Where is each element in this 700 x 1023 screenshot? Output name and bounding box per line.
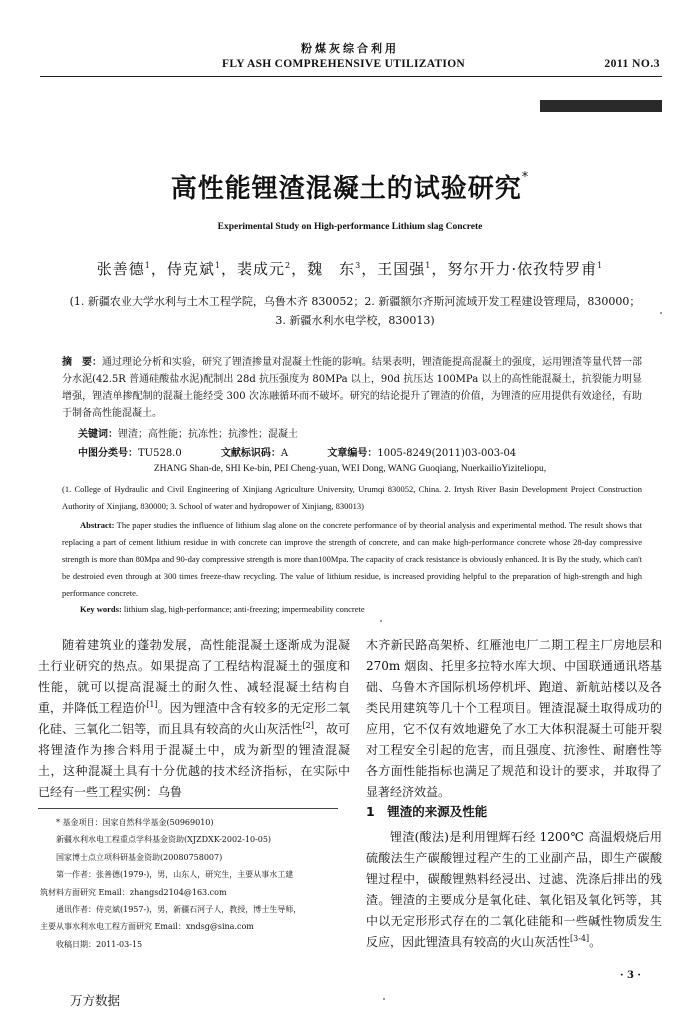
scan-speck (380, 620, 382, 622)
paper-title-en: Experimental Study on High-performance Lithium slag Concrete (217, 222, 483, 232)
keywords-en-label: Key words: (80, 604, 122, 614)
body-right-paragraph-2 (366, 827, 662, 953)
citation: [3-4] (570, 934, 590, 943)
paragraph: 锂渣(酸法)是利用锂辉石经 1200℃ 高温煅烧后用硫酸法生产碳酸锂过程产生的工业副产品，即生产碳酸锂过程中，碳酸锂熟料经浸出、过滤、洗涤后排出的残渣。锂渣的主要成分是氧化硅、氧化铝及氧化钙等，其中以无定形形式存在的二氧化硅能和一些碱性物质发生反应，因此锂渣具有较高的火山灰活性[3-4]。 (366, 830, 662, 949)
abstract-label: 摘 要： (62, 357, 102, 368)
intro-paragraph: 随着建筑业的蓬勃发展，高性能混凝土逐渐成为混凝土行业研究的热点。如果提高了工程结构混凝土的强度和性能，就可以提高混凝土的耐久性、减轻混凝土结构自重，并降低工程造价[1]。因为锂渣中含有较多的无定形二氧化硅、三氧化二铝等，而且具有较高的火山灰活性[2]，故可将锂渣作为掺合料用于混凝土中，成为新型的锂渣混凝土，这种混凝土具有十分优越的技术经济指标，在实际中已经有一些工程实例：乌鲁 (38, 638, 350, 799)
header-decoration-bar (540, 100, 662, 112)
abstract-en (62, 517, 642, 602)
author: 裴成元$^2$ (237, 260, 292, 278)
classification-line (78, 444, 638, 459)
body-right-paragraph-1 (366, 635, 662, 803)
footnote-line: 通讯作者：侍克斌(1957-)，男，新疆石河子人，教授，博士生导师， (56, 905, 302, 915)
page-number: · 3 · (620, 970, 641, 981)
affiliation-line: 3. 新疆水利水电学校，830013) (275, 314, 435, 327)
author: 魏 东$^3$ (307, 260, 362, 278)
scan-speck (660, 312, 662, 314)
keywords-cn (78, 425, 298, 440)
citation: [1] (146, 700, 158, 709)
footnotes (40, 814, 348, 953)
author: 王国强$^1$ (377, 260, 432, 278)
footnote-line: 新疆水利水电工程重点学科基金资助(XJZDXK-2002-10-05) (56, 835, 272, 845)
keywords-label: 关键词： (78, 429, 118, 440)
header-rule (40, 76, 662, 77)
document-code: 文献标识码：A (220, 448, 289, 459)
abstract-en-label: Abstract: (80, 520, 115, 530)
article-number: 文章编号：1005-8249(2011)03-003-04 (327, 448, 517, 459)
citation: [2] (302, 721, 314, 730)
affiliation-line: (1. 新疆农业大学水利与土木工程学院，乌鲁木齐 830052；2. 新疆额尔齐斯河流域开发工程建设管理局，830000； (69, 295, 641, 308)
paragraph: 木齐新民路高架桥、红雁池电厂二期工程主厂房地层和270m 烟囱、托里多拉特水库大坝、中国联通通讯塔基础、乌鲁木齐国际机场停机坪、跑道、新航站楼以及各类民用建筑等几十个工程项目。锂渣混凝土取得成功的应用，它不仅有效地避免了水工大体积混凝土可能开裂对工程安全引起的危害，而且强度、抗渗性、耐磨性等各方面性能指标也满足了规范和设计的要求，并取得了显著经济效益。 (366, 638, 662, 799)
keywords-en (80, 604, 365, 614)
scan-speck (383, 998, 385, 1000)
affiliations-cn (40, 292, 670, 330)
authors-en: ZHANG Shan-de, SHI Ke-bin, PEI Cheng-yuan, WEI Dong, WANG Guoqiang, NuerkailioYiziteliopu, (153, 464, 547, 474)
author: 努尔开力·依孜特罗甫$^1$ (447, 260, 604, 278)
affiliations-en: (1. College of Hydraulic and Civil Engineering of Xinjiang Agriculture University, Urumqi 830052, China. 2. Irtysh River Basin Development Project Construction Authority of Xinjiang, 830000; 3. School of water and hydropower of Xinjiang, 830013) (62, 484, 642, 511)
body-left-column (38, 635, 350, 803)
author: 侍克斌$^1$ (166, 260, 221, 278)
footnote-line: 筑材料方面研究 Email：zhangsd2104@163.com (40, 887, 227, 897)
watermark: 万方数据 (70, 993, 121, 1008)
footnote-line: 国家博士点立项科研基金资助(20080758007) (56, 852, 223, 862)
section-heading: 1 锂渣的来源及性能 (366, 804, 488, 819)
clc-number: 中图分类号：TU528.0 (78, 448, 182, 459)
journal-name-cn: 粉煤灰综合利用 (301, 42, 399, 55)
author-list: 张善德$^1$，侍克斌$^1$，裴成元$^2$，魏 东$^3$，王国强$^1$，努尔开力·依孜特罗甫$^1$ (96, 260, 604, 278)
title-footnote-mark: * (521, 170, 530, 186)
paper-title-text: 高性能锂渣混凝土的试验研究 (170, 174, 522, 204)
keywords-en-text: lithium slag, high-performance; anti-freezing; impermeability concrete (123, 604, 365, 614)
footnote-line: 第一作者：张善德(1979-)，男，山东人，研究生，主要从事水工建 (56, 870, 294, 880)
keywords-text: 锂渣；高性能；抗冻性；抗渗性；混凝土 (118, 429, 298, 440)
footnote-line: * 基金项目：国家自然科学基金(50969010) (56, 818, 214, 827)
journal-name-en: FLY ASH COMPREHENSIVE UTILIZATION (222, 58, 466, 70)
abstract-cn (62, 354, 642, 422)
author: 张善德$^1$ (96, 260, 151, 278)
footnote-line: 收稿日期：2011-03-15 (56, 939, 143, 949)
paper-title (0, 168, 700, 205)
footnote-line: 主要从事水利水电工程方面研究 Email：xndsg@sina.com (40, 922, 254, 932)
abstract-text: 通过理论分析和实验，研究了锂渣掺量对混凝土性能的影响。结果表明，锂渣能提高混凝土的强度，运用锂渣等量代替一部分水泥(42.5R 普通硅酸盐水泥)配制出 28d 抗压强度为 80MPa 以上，90d 抗压达 100MPa 以上的高性能混凝土，抗裂能力明显增强，锂渣单掺配制的混凝土能经受 300 次冻融循环而不破坏。研究的结论提升了锂渣的价值，为锂渣的应用提供有效途径，有助于制备高性能混凝土。 (62, 357, 642, 419)
abstract-en-text: The paper studies the influence of lithium slag alone on the concrete performance of by theorial analysis and experimental method. The result shows that replacing a part of cement lithium residue in with concrete can improve the strength of concrete, and can make high-performance concrete whose 28-day compressive strength is more than 80Mpa and 90-day compressive strength is more than100Mpa. The capacity of crack resistance is obviously enhanced. It is By the study, which can't be destroied even through at 300 times freeze-thaw recycling. The value of lithium residue, is increased providing helpful to the preparation of high-strength and high performance concrete. (62, 520, 642, 598)
journal-issue: 2011 NO.3 (604, 58, 660, 70)
footnote-rule (38, 808, 338, 809)
